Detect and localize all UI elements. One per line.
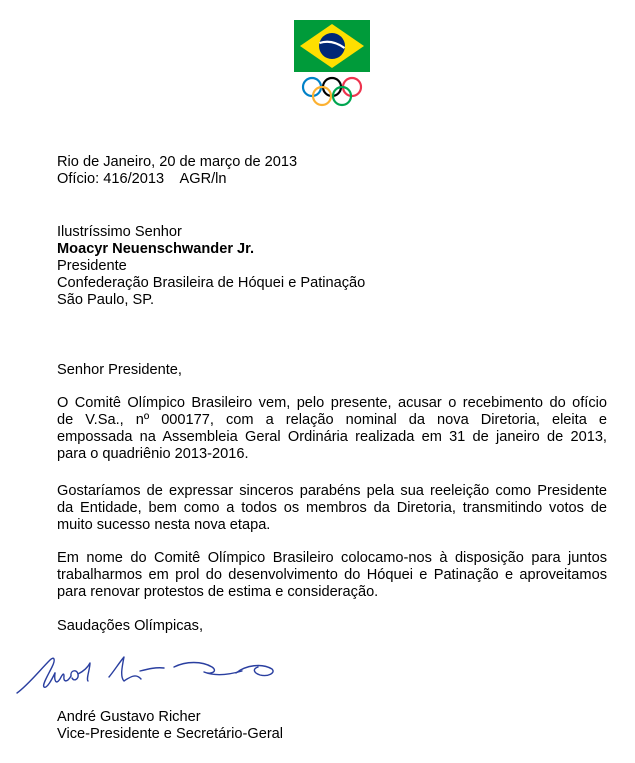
date-line: Rio de Janeiro, 20 de março de 2013 (57, 154, 298, 170)
paragraph-line: da Entidade, bem como a todos os membros da Diretoria, transmitindo votos de (57, 500, 607, 516)
recipient-organization: Confederação Brasileira de Hóquei e Patinação (57, 275, 366, 291)
paragraph-3 (57, 550, 607, 601)
paragraph-line: muito sucesso nesta nova etapa. (57, 517, 271, 533)
handwritten-signature (14, 645, 279, 700)
letter-header (57, 154, 607, 188)
recipient-title: Presidente (57, 258, 127, 274)
greeting: Senhor Presidente, (57, 362, 182, 378)
paragraph-line: para o quadriênio 2013-2016. (57, 446, 249, 462)
paragraph-line: para renovar protestos de estima e consideração. (57, 584, 379, 600)
recipient-location: São Paulo, SP. (57, 292, 155, 308)
signer-name: André Gustavo Richer (57, 709, 201, 725)
cob-logo (292, 20, 372, 110)
olympic-rings-icon (303, 78, 361, 105)
paragraph-line: empossada na Assembleia Geral Ordinária realizada em 31 de janeiro de 2013, (57, 429, 607, 445)
recipient-block (57, 224, 607, 309)
paragraph-line: Gostaríamos de expressar sinceros parabéns pela sua reeleição como Presidente (57, 483, 607, 499)
brazil-flag-icon (292, 20, 372, 110)
paragraph-line: Em nome do Comitê Olímpico Brasileiro colocamo-nos à disposição para juntos (57, 550, 607, 566)
reference-line: Ofício: 416/2013 AGR/ln (57, 171, 227, 187)
signer-title: Vice-Presidente e Secretário-Geral (57, 726, 284, 742)
paragraph-1 (57, 395, 607, 463)
paragraph-line: O Comitê Olímpico Brasileiro vem, pelo presente, acusar o recebimento do ofício (57, 395, 607, 411)
closing: Saudações Olímpicas, (57, 618, 204, 634)
recipient-name: Moacyr Neuenschwander Jr. (57, 241, 255, 257)
paragraph-2 (57, 483, 607, 534)
paragraph-line: de V.Sa., nº 000177, com a relação nominal da nova Diretoria, eleita e (57, 412, 607, 428)
signer-block (57, 709, 607, 743)
recipient-salutation: Ilustríssimo Senhor (57, 224, 182, 240)
paragraph-line: trabalharmos em prol do desenvolvimento do Hóquei e Patinação e aproveitamos (57, 567, 607, 583)
